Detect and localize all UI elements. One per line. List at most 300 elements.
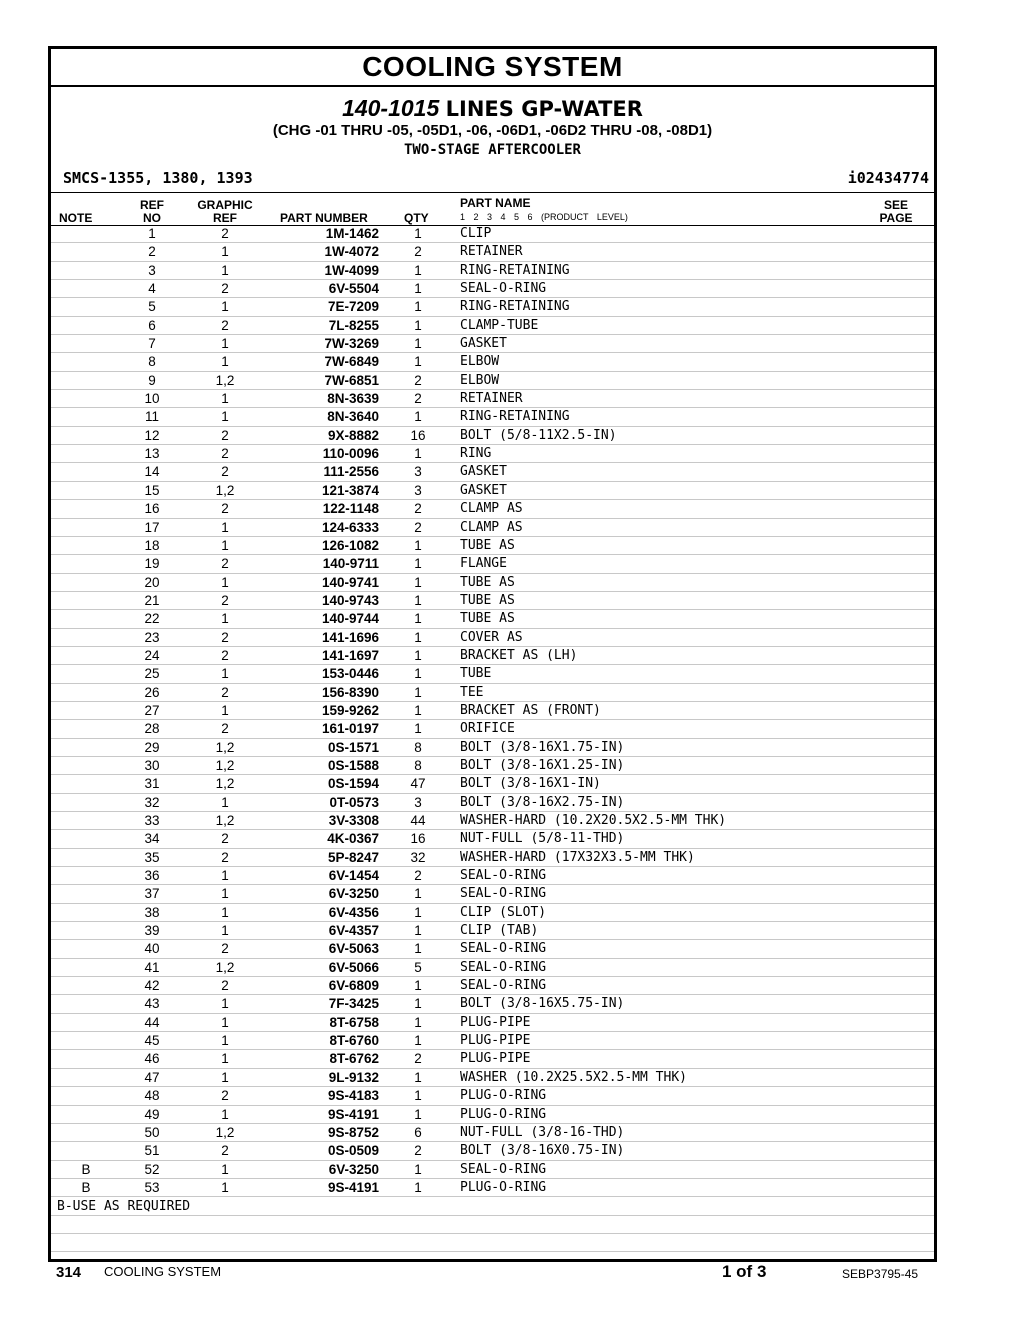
part-number-cell: 9S-4191 [327, 1106, 379, 1122]
part-number-cell: 8T-6760 [329, 1033, 379, 1049]
table-row [51, 280, 934, 298]
ref-no-cell: 2 [148, 244, 156, 260]
graphic-ref-cell: 1 [221, 299, 229, 315]
part-number-cell: 8T-6758 [329, 1014, 379, 1030]
ref-no-cell: 39 [144, 923, 160, 939]
part-number-cell: 7W-6849 [324, 354, 379, 370]
header-ref-top: REF [140, 198, 164, 212]
graphic-ref-cell: 2 [221, 1143, 229, 1159]
part-name-cell: SEAL-O-RING [460, 978, 547, 994]
table-row [51, 262, 934, 280]
part-number-cell: 141-1696 [321, 629, 379, 645]
graphic-ref-cell: 1 [221, 886, 229, 902]
parts-table-body [51, 225, 934, 1252]
graphic-ref-cell: 1 [221, 1051, 229, 1067]
part-name-cell: RETAINER [460, 244, 523, 260]
qty-cell: 16 [410, 427, 426, 443]
table-row [51, 629, 934, 647]
part-name-cell: BRACKET AS (LH) [460, 647, 578, 663]
part-name-cell: CLAMP AS [460, 501, 523, 517]
footer-doc-id: SEBP3795-45 [842, 1267, 919, 1281]
graphic-ref-cell: 2 [221, 592, 229, 608]
blank-row [51, 1216, 934, 1234]
table-row [51, 775, 934, 793]
part-name-cell: CLIP (SLOT) [460, 904, 547, 920]
part-name-cell: SEAL-O-RING [460, 886, 547, 902]
part-number-cell: 7W-3269 [324, 336, 379, 352]
part-name-cell: TUBE AS [460, 611, 515, 627]
qty-cell: 1 [414, 262, 422, 278]
graphic-ref-cell: 1 [221, 519, 229, 535]
part-name-cell: BOLT (5/8-11X2.5-IN) [460, 427, 617, 443]
part-number-cell: 3V-3308 [328, 813, 379, 828]
ref-no-cell: 28 [144, 721, 160, 737]
qty-cell: 1 [414, 629, 422, 645]
table-row [51, 812, 934, 830]
graphic-ref-cell: 2 [221, 721, 229, 737]
part-number-cell: 6V-3250 [328, 1161, 379, 1177]
header-top-divider [51, 192, 934, 193]
graphic-ref-cell: 1 [221, 262, 229, 278]
part-name-cell: GASKET [460, 482, 507, 498]
graphic-ref-cell: 1 [221, 611, 229, 627]
qty-cell: 2 [414, 501, 422, 517]
ref-no-cell: 19 [144, 556, 160, 572]
ref-no-cell: 48 [144, 1088, 160, 1104]
table-row [51, 720, 934, 738]
part-name-cell: RING-RETAINING [460, 262, 570, 278]
part-name-cell: BOLT (3/8-16X5.75-IN) [460, 996, 625, 1012]
qty-cell: 2 [414, 391, 422, 407]
graphic-ref-cell: 2 [221, 226, 229, 241]
ref-no-cell: 40 [144, 941, 160, 957]
ref-no-cell: 21 [144, 592, 160, 608]
part-name-cell: ELBOW [460, 354, 500, 370]
table-row [51, 500, 934, 518]
table-row [51, 867, 934, 885]
footer-page-of: 1 of 3 [722, 1262, 767, 1281]
part-name-cell: SEAL-O-RING [460, 941, 547, 957]
header-graphic-top: GRAPHIC [197, 198, 253, 212]
table-row [51, 684, 934, 702]
qty-cell: 1 [414, 702, 422, 718]
table-row [51, 1161, 934, 1179]
part-name-cell: PLUG-O-RING [460, 1179, 547, 1195]
part-name-cell: WASHER (10.2X25.5X2.5-MM THK) [460, 1069, 687, 1085]
part-name-cell: ORIFICE [460, 721, 515, 737]
part-number-cell: 9S-8752 [327, 1124, 379, 1140]
change-range: (CHG -01 THRU -05, -05D1, -06, -06D1, -06D2 THRU -08, -08D1) [272, 122, 713, 139]
note-row [51, 1197, 934, 1215]
part-number-cell: 8T-6762 [329, 1051, 379, 1067]
ref-no-cell: 20 [144, 574, 160, 590]
table-row [51, 739, 934, 757]
part-name-cell: SEAL-O-RING [460, 959, 547, 975]
table-row [51, 243, 934, 261]
ref-no-cell: 47 [144, 1069, 160, 1085]
part-number-cell: 1W-4099 [324, 262, 379, 278]
footer-page-number: 314 [56, 1264, 82, 1281]
ref-no-cell: 9 [148, 372, 156, 388]
section-title: COOLING SYSTEM [362, 51, 623, 82]
part-name-cell: CLIP (TAB) [460, 923, 539, 939]
ref-no-cell: 53 [144, 1179, 160, 1195]
header-see-page [869, 199, 923, 225]
part-number-cell: 140-9711 [322, 556, 379, 572]
table-row [51, 390, 934, 408]
part-name-cell: BOLT (3/8-16X0.75-IN) [460, 1143, 625, 1159]
part-number-cell: 153-0446 [321, 666, 379, 682]
graphic-ref-cell: 1 [221, 1179, 229, 1195]
ref-no-cell: 1 [148, 226, 156, 241]
group-number: 140-1015 [342, 95, 440, 121]
table-row [51, 702, 934, 720]
ref-no-cell: 46 [144, 1051, 160, 1067]
part-number-cell: 6V-6809 [328, 978, 379, 994]
qty-cell: 2 [414, 868, 422, 884]
table-row [51, 647, 934, 665]
title-divider [51, 85, 934, 87]
table-row [51, 555, 934, 573]
ref-no-cell: 6 [148, 317, 156, 333]
qty-cell: 1 [414, 1179, 422, 1195]
part-number-cell: 0T-0573 [329, 794, 379, 810]
qty-cell: 1 [414, 1033, 422, 1049]
part-name-cell: GASKET [460, 464, 507, 480]
part-number-cell: 1W-4072 [324, 244, 379, 260]
qty-cell: 3 [414, 464, 422, 480]
qty-cell: 1 [414, 354, 422, 370]
graphic-ref-cell: 1,2 [215, 776, 235, 792]
part-number-cell: 8N-3639 [327, 391, 379, 407]
header-ref-bottom: NO [143, 211, 161, 225]
part-name-cell: CLAMP AS [460, 519, 523, 535]
part-number-cell: 6V-4356 [328, 904, 379, 920]
table-row [51, 1069, 934, 1087]
part-number-cell: 6V-5504 [328, 281, 379, 297]
ref-no-cell: 16 [144, 501, 160, 517]
qty-cell: 32 [410, 849, 426, 865]
table-row [51, 592, 934, 610]
graphic-ref-cell: 1 [221, 1014, 229, 1030]
part-number-cell: 159-9262 [321, 702, 379, 718]
part-name-cell: GASKET [460, 336, 507, 352]
table-row [51, 610, 934, 628]
table-row [51, 445, 934, 463]
ref-no-cell: 27 [144, 702, 160, 718]
footer-section: COOLING SYSTEM [104, 1264, 222, 1279]
qty-cell: 1 [414, 226, 422, 241]
ref-no-cell: 8 [148, 354, 156, 370]
graphic-ref-cell: 2 [221, 684, 229, 700]
qty-cell: 1 [414, 446, 422, 462]
ref-no-cell: 52 [144, 1161, 160, 1177]
part-number-cell: 9S-4183 [327, 1088, 379, 1104]
ref-no-cell: 7 [148, 336, 156, 352]
qty-cell: 8 [414, 757, 422, 773]
part-name-cell: NUT-FULL (3/8-16-THD) [460, 1124, 625, 1140]
qty-cell: 1 [414, 647, 422, 663]
table-row [51, 427, 934, 445]
part-name-cell: PLUG-PIPE [460, 1033, 531, 1049]
part-number-cell: 9L-9132 [328, 1069, 379, 1085]
graphic-ref-cell: 2 [221, 446, 229, 462]
part-name-cell: SEAL-O-RING [460, 281, 547, 297]
table-row [51, 1124, 934, 1142]
part-number-cell: 0S-1588 [327, 757, 379, 773]
table-row [51, 665, 934, 683]
qty-cell: 1 [414, 996, 422, 1012]
table-row [51, 482, 934, 500]
qty-cell: 2 [414, 1143, 422, 1159]
header-note: NOTE [59, 211, 93, 225]
part-number-cell: 6V-1454 [328, 868, 379, 884]
graphic-ref-cell: 1 [221, 409, 229, 425]
graphic-ref-cell: 1,2 [215, 482, 235, 498]
part-number-cell: 6V-4357 [328, 923, 379, 939]
ref-no-cell: 35 [144, 849, 160, 865]
part-number-cell: 110-0096 [322, 446, 379, 462]
table-row [51, 372, 934, 390]
graphic-ref-cell: 1 [221, 923, 229, 939]
table-row [51, 940, 934, 958]
table-row [51, 977, 934, 995]
qty-cell: 1 [414, 1069, 422, 1085]
part-number-cell: 156-8390 [321, 684, 379, 700]
part-number-cell: 111-2556 [323, 464, 379, 480]
qty-cell: 1 [414, 574, 422, 590]
ref-no-cell: 38 [144, 904, 160, 920]
graphic-ref-cell: 1 [221, 537, 229, 553]
qty-cell: 3 [414, 794, 422, 810]
graphic-ref-cell: 2 [221, 464, 229, 480]
graphic-ref-cell: 1 [221, 996, 229, 1012]
part-name-cell: RING-RETAINING [460, 299, 570, 315]
qty-cell: 1 [414, 281, 422, 297]
illustration-id: i02434774 [847, 169, 929, 187]
qty-cell: 1 [414, 1161, 422, 1177]
table-row [51, 1106, 934, 1124]
ref-no-cell: 51 [144, 1143, 160, 1159]
ref-no-cell: 10 [144, 391, 160, 407]
qty-cell: 1 [414, 666, 422, 682]
graphic-ref-cell: 1,2 [215, 1124, 235, 1140]
graphic-ref-cell: 1 [221, 391, 229, 407]
part-number-cell: 1M-1462 [325, 226, 379, 241]
table-row [51, 1050, 934, 1068]
qty-cell: 1 [414, 611, 422, 627]
ref-no-cell: 32 [144, 794, 160, 810]
part-name-cell: TUBE AS [460, 592, 515, 608]
qty-cell: 1 [414, 299, 422, 315]
part-number-cell: 7L-8255 [328, 317, 379, 333]
part-number-cell: 124-6333 [321, 519, 379, 535]
ref-no-cell: 50 [144, 1124, 160, 1140]
qty-cell: 5 [414, 959, 422, 975]
qty-cell: 1 [414, 904, 422, 920]
graphic-ref-cell: 1 [221, 354, 229, 370]
ref-no-cell: 29 [144, 739, 160, 755]
graphic-ref-cell: 1 [221, 336, 229, 352]
ref-no-cell: 42 [144, 978, 160, 994]
note-cell: B [81, 1161, 91, 1177]
table-row [51, 408, 934, 426]
part-name-cell: SEAL-O-RING [460, 868, 547, 884]
graphic-ref-cell: 1 [221, 702, 229, 718]
part-name-cell: SEAL-O-RING [460, 1161, 547, 1177]
part-number-cell: 161-0197 [321, 721, 379, 737]
part-name-cell: WASHER-HARD (10.2X20.5X2.5-MM THK) [460, 813, 727, 828]
graphic-ref-cell: 1 [221, 1106, 229, 1122]
qty-cell: 1 [414, 537, 422, 553]
table-row [51, 794, 934, 812]
qty-cell: 2 [414, 1051, 422, 1067]
part-number-cell: 4K-0367 [327, 831, 379, 847]
part-name-cell: NUT-FULL (5/8-11-THD) [460, 831, 625, 847]
table-row [51, 885, 934, 903]
parts-page-frame [48, 46, 937, 1262]
ref-no-cell: 23 [144, 629, 160, 645]
qty-cell: 1 [414, 886, 422, 902]
part-number-cell: 0S-0509 [327, 1143, 379, 1159]
header-see-bottom: PAGE [879, 211, 913, 225]
part-number-cell: 121-3874 [321, 482, 379, 498]
part-name-cell: CLAMP-TUBE [460, 317, 539, 333]
header-graphic-ref [187, 199, 263, 225]
graphic-ref-cell: 2 [221, 427, 229, 443]
table-row [51, 995, 934, 1013]
ref-no-cell: 33 [144, 813, 160, 828]
part-number-cell: 8N-3640 [327, 409, 379, 425]
part-name-cell: TUBE AS [460, 574, 515, 590]
ref-no-cell: 18 [144, 537, 160, 553]
header-graphic-bottom: REF [213, 211, 237, 225]
blank-row [51, 1234, 934, 1252]
table-row [51, 225, 934, 243]
ref-no-cell: 49 [144, 1106, 160, 1122]
part-number-cell: 0S-1594 [327, 776, 379, 792]
qty-cell: 1 [414, 721, 422, 737]
qty-cell: 1 [414, 336, 422, 352]
header-ref-no [135, 199, 169, 225]
graphic-ref-cell: 2 [221, 831, 229, 847]
note-cell: B [81, 1179, 91, 1195]
graphic-ref-cell: 1,2 [215, 813, 235, 828]
graphic-ref-cell: 2 [221, 501, 229, 517]
ref-no-cell: 30 [144, 757, 160, 773]
graphic-ref-cell: 2 [221, 978, 229, 994]
ref-no-cell: 17 [144, 519, 160, 535]
part-number-cell: 140-9744 [321, 611, 379, 627]
part-number-cell: 7F-3425 [328, 996, 379, 1012]
part-name-cell: RETAINER [460, 391, 523, 407]
part-name-cell: BOLT (3/8-16X1-IN) [460, 776, 601, 792]
graphic-ref-cell: 1,2 [215, 757, 235, 773]
ref-no-cell: 26 [144, 684, 160, 700]
part-number-cell: 7E-7209 [327, 299, 379, 315]
table-row [51, 537, 934, 555]
header-part-number: PART NUMBER [280, 211, 368, 225]
graphic-ref-cell: 1,2 [215, 739, 235, 755]
qty-cell: 6 [414, 1124, 422, 1140]
graphic-ref-cell: 2 [221, 629, 229, 645]
part-number-cell: 6V-3250 [328, 886, 379, 902]
ref-no-cell: 12 [144, 427, 160, 443]
ref-no-cell: 11 [144, 409, 159, 425]
part-name-cell: BRACKET AS (FRONT) [460, 702, 601, 718]
table-row [51, 335, 934, 353]
graphic-ref-cell: 1 [221, 904, 229, 920]
ref-no-cell: 25 [144, 666, 160, 682]
part-name-cell: TUBE [460, 666, 492, 682]
ref-no-cell: 45 [144, 1033, 160, 1049]
qty-cell: 1 [414, 556, 422, 572]
table-row [51, 1179, 934, 1197]
part-number-cell: 6V-5066 [328, 959, 379, 975]
graphic-ref-cell: 1 [221, 666, 229, 682]
graphic-ref-cell: 2 [221, 1088, 229, 1104]
qty-cell: 1 [414, 684, 422, 700]
ref-no-cell: 14 [144, 464, 160, 480]
table-row [51, 298, 934, 316]
ref-no-cell: 43 [144, 996, 160, 1012]
header-qty: QTY [404, 211, 429, 225]
graphic-ref-cell: 2 [221, 556, 229, 572]
qty-cell: 1 [414, 1106, 422, 1122]
graphic-ref-cell: 1 [221, 1161, 229, 1177]
part-name-cell: PLUG-PIPE [460, 1051, 531, 1067]
qty-cell: 1 [414, 1014, 422, 1030]
qty-cell: 1 [414, 941, 422, 957]
graphic-ref-cell: 1 [221, 244, 229, 260]
ref-no-cell: 24 [144, 647, 160, 663]
qty-cell: 2 [414, 372, 422, 388]
ref-no-cell: 15 [144, 482, 160, 498]
table-row [51, 849, 934, 867]
qty-cell: 1 [414, 1088, 422, 1104]
part-name-cell: CLIP [460, 226, 492, 241]
ref-no-cell: 22 [144, 611, 160, 627]
qty-cell: 8 [414, 739, 422, 755]
table-row [51, 830, 934, 848]
part-number-cell: 140-9741 [321, 574, 379, 590]
part-name-cell: FLANGE [460, 556, 507, 572]
ref-no-cell: 37 [144, 886, 160, 902]
header-see-top: SEE [883, 198, 908, 212]
qty-cell: 2 [414, 519, 422, 535]
part-number-cell: 5P-8247 [327, 849, 379, 865]
ref-no-cell: 36 [144, 868, 160, 884]
table-row [51, 959, 934, 977]
part-name-cell: BOLT (3/8-16X2.75-IN) [460, 794, 625, 810]
part-name-cell: RING [460, 446, 492, 462]
graphic-ref-cell: 2 [221, 281, 229, 297]
qty-cell: 3 [414, 482, 422, 498]
subtitle: TWO-STAGE AFTERCOOLER [403, 142, 581, 158]
graphic-ref-cell: 1 [221, 1069, 229, 1085]
table-row [51, 1087, 934, 1105]
qty-cell: 1 [414, 592, 422, 608]
ref-no-cell: 13 [144, 446, 160, 462]
table-row [51, 1142, 934, 1160]
qty-cell: 1 [414, 978, 422, 994]
table-row [51, 904, 934, 922]
group-title [51, 95, 934, 122]
qty-cell: 1 [414, 317, 422, 333]
part-number-cell: 9S-4191 [327, 1179, 379, 1195]
graphic-ref-cell: 1 [221, 868, 229, 884]
part-number-cell: 126-1082 [321, 537, 379, 553]
